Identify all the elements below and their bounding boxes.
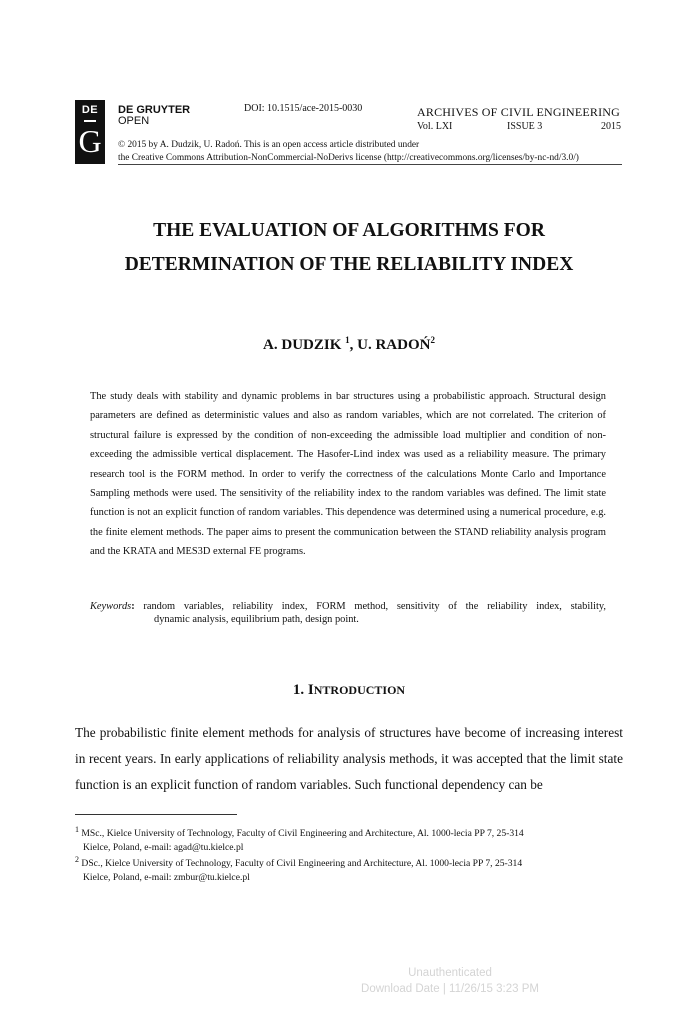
paper-title: [40, 214, 658, 282]
footnote-2: [75, 853, 623, 885]
publisher-logo: [75, 100, 105, 164]
download-watermark: [340, 965, 560, 997]
section-name: NTRODUCTION: [313, 683, 406, 697]
author-separator: ,: [349, 337, 358, 353]
section-number: 1. I: [292, 682, 314, 698]
keywords-list-1: random variables, reliability index, FORM method, sensitivity of the reliability index, stability,: [143, 601, 606, 612]
footnote-2-line-1: DSc., Kielce University of Technology, Faculty of Civil Engineering and Architecture, Al. 1000-lecia PP 7, 25-314: [79, 858, 523, 870]
intro-paragraph: The probabilistic finite element methods for analysis of structures have become of increasing interest in recent years. In early applications of reliability analysis methods, it was accepted that the limit state function is an explicit function of random variables. Such functional dependency can be: [75, 725, 623, 792]
abstract: The study deals with stability and dynamic problems in bar structures using a probabilistic approach. Structural design parameters are defined as deterministic values and also as random variables, which are not correlated. The criterion of structural failure is expressed by the condition of non-exceeding the admissible load multiplier and condition of non-exceeding the admissible vertical displacement. The Hasofer-Lind index was used as a reliability measure. The primary research tool is the FORM method. In order to verify the correctness of the calculations Monte Carlo and Importance Sampling methods were used. The sensitivity of the reliability index to the random variables was defined. The limit state function is not an explicit function of random variables. This dependence was determined using a numerical procedure, e.g. the finite element methods. The paper aims to present the communication between the STAND reliability analysis program and the KRATA and MES3D external FE programs.: [90, 391, 606, 558]
footnote-1-mark: 1: [75, 825, 79, 834]
footnote-1: [75, 823, 623, 855]
watermark-line-1: Unauthenticated: [408, 967, 492, 979]
journal-volume: Vol. LXI: [417, 121, 453, 132]
logo-de-text: DE: [81, 104, 99, 116]
publisher-name-block: [118, 105, 190, 127]
authors: [40, 335, 658, 354]
keywords-label: Keywords: [90, 601, 132, 612]
copyright-notice: [118, 139, 579, 165]
journal-issue: ISSUE 3: [507, 121, 543, 132]
keywords: [90, 600, 606, 626]
keywords-colon: :: [131, 601, 135, 612]
footnote-2-line-2: Kielce, Poland, e-mail: zmbur@tu.kielce.pl: [83, 872, 250, 884]
footnote-1-line-1: MSc., Kielce University of Technology, Faculty of Civil Engineering and Architecture, Al. 1000-lecia PP 7, 25-314: [79, 828, 524, 840]
keywords-line-1: [90, 600, 606, 613]
title-line-1: THE EVALUATION OF ALGORITHMS FOR: [153, 220, 545, 241]
author-2: U. RADOŃ: [357, 337, 431, 353]
footnote-1-line-2: Kielce, Poland, e-mail: agad@tu.kielce.pl: [83, 842, 244, 854]
section-heading: [40, 682, 658, 699]
author-2-affiliation-mark: 2: [430, 335, 435, 345]
journal-year: 2015: [601, 121, 621, 132]
doi: DOI: 10.1515/ace-2015-0030: [244, 103, 363, 114]
keywords-list-2: dynamic analysis, equilibrium path, design point.: [154, 614, 359, 625]
publisher-name: DE GRUYTER: [118, 104, 191, 116]
header-divider: [118, 164, 622, 165]
copyright-line-1: © 2015 by A. Dudzik, U. Radoń. This is an open access article distributed under: [118, 140, 420, 150]
logo-g-letter: G: [78, 123, 102, 159]
author-1-affiliation-mark: 1: [345, 335, 350, 345]
publisher-sub: OPEN: [118, 115, 150, 127]
journal-name: ARCHIVES OF CIVIL ENGINEERING: [417, 105, 621, 119]
footnote-divider: [75, 814, 237, 815]
copyright-line-2: the Creative Commons Attribution-NonCommercial-NoDerivs license (http://creativecommons.org/licenses/by-nc-nd/3.0/): [118, 153, 579, 163]
title-line-2: DETERMINATION OF THE RELIABILITY INDEX: [124, 254, 574, 275]
author-1: A. DUDZIK: [263, 337, 342, 353]
footnote-2-mark: 2: [75, 855, 79, 864]
watermark-line-2: Download Date | 11/26/15 3:23 PM: [361, 983, 539, 995]
